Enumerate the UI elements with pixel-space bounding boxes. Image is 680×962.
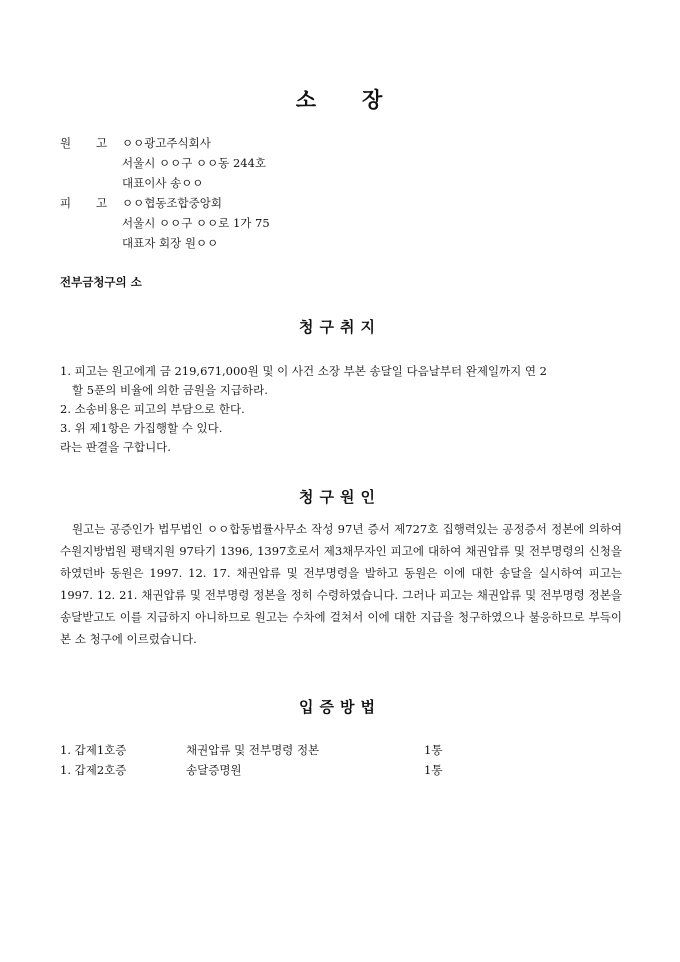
cause-heading: 청구원인 bbox=[299, 488, 381, 506]
defendant-address: 서울시 ㅇㅇ구 ㅇㅇ로 1가 75 bbox=[122, 216, 270, 230]
claims-body bbox=[60, 362, 622, 457]
plaintiff-representative: 대표이사 송ㅇㅇ bbox=[122, 176, 204, 190]
defendant-representative: 대표자 회장 원ㅇㅇ bbox=[122, 236, 219, 250]
plaintiff-label-char-2: 고 bbox=[96, 136, 108, 150]
plaintiff-address: 서울시 ㅇㅇ구 ㅇㅇ동 244호 bbox=[122, 156, 267, 170]
claims-heading: 청구취지 bbox=[299, 318, 381, 336]
evidence-number: 1. 갑제1호증 bbox=[60, 743, 127, 757]
defendant-name: ㅇㅇ협동조합중앙회 bbox=[122, 196, 222, 210]
claim-item-1: 1. 피고는 원고에게 금 219,671,000원 및 이 사건 소장 부본 송달일 다음날부터 완제일까지 연 2 bbox=[60, 364, 548, 378]
evidence-count: 1통 bbox=[424, 763, 443, 777]
plaintiff-label-char-1: 원 bbox=[60, 136, 72, 150]
claim-item-3: 3. 위 제1항은 가집행할 수 있다. bbox=[60, 421, 223, 435]
title-char-2: 장 bbox=[362, 87, 385, 112]
claim-item-2: 2. 소송비용은 피고의 부담으로 한다. bbox=[60, 402, 245, 416]
title-char-1: 소 bbox=[295, 87, 318, 112]
evidence-item bbox=[60, 760, 500, 780]
defendant-label-char-2: 고 bbox=[96, 196, 108, 210]
defendant-label-char-1: 피 bbox=[60, 196, 72, 210]
evidence-item bbox=[60, 740, 500, 760]
claim-closing: 라는 판결을 구합니다. bbox=[60, 440, 171, 454]
claim-item-1-continued: 할 5푼의 비율에 의한 금원을 지급하라. bbox=[72, 383, 268, 397]
document-title bbox=[0, 84, 680, 114]
evidence-number: 1. 갑제2호증 bbox=[60, 763, 127, 777]
cause-body: 원고는 공증인가 법무법인 ㅇㅇ합동법률사무소 작성 97년 증서 제727호 집행력있는 공정증서 정본에 의하여 수원지방법원 평택지원 97타기 1396, 1397호로서 제3채무자인 피고에 대하여 채권압류 및 전부명령의 신청을 하였던바 동원은 1997. 12. 17. 채권압류 및 전부명령을 발하고 동원은 이에 대한 송달을 실시하여 피고는 1997. 12. 21. 채권압류 및 전부명령 정본을 정히 수령하였습니다. 그러나 피고는 채권압류 및 전부명령 정본을 송달받고도 이를 지급하지 아니하므로 원고는 수차에 걸쳐서 이에 대한 지급을 청구하였으나 불응하므로 부득이 본 소 청구에 이르렀습니다. bbox=[60, 522, 622, 646]
evidence-name: 채권압류 및 전부명령 정본 bbox=[186, 743, 320, 757]
case-name: 전부금청구의 소 bbox=[60, 275, 142, 289]
plaintiff-name: ㅇㅇ광고주식회사 bbox=[122, 136, 211, 150]
evidence-name: 송달증명원 bbox=[186, 763, 242, 777]
evidence-count: 1통 bbox=[424, 743, 443, 757]
evidence-heading: 입증방법 bbox=[299, 698, 381, 716]
